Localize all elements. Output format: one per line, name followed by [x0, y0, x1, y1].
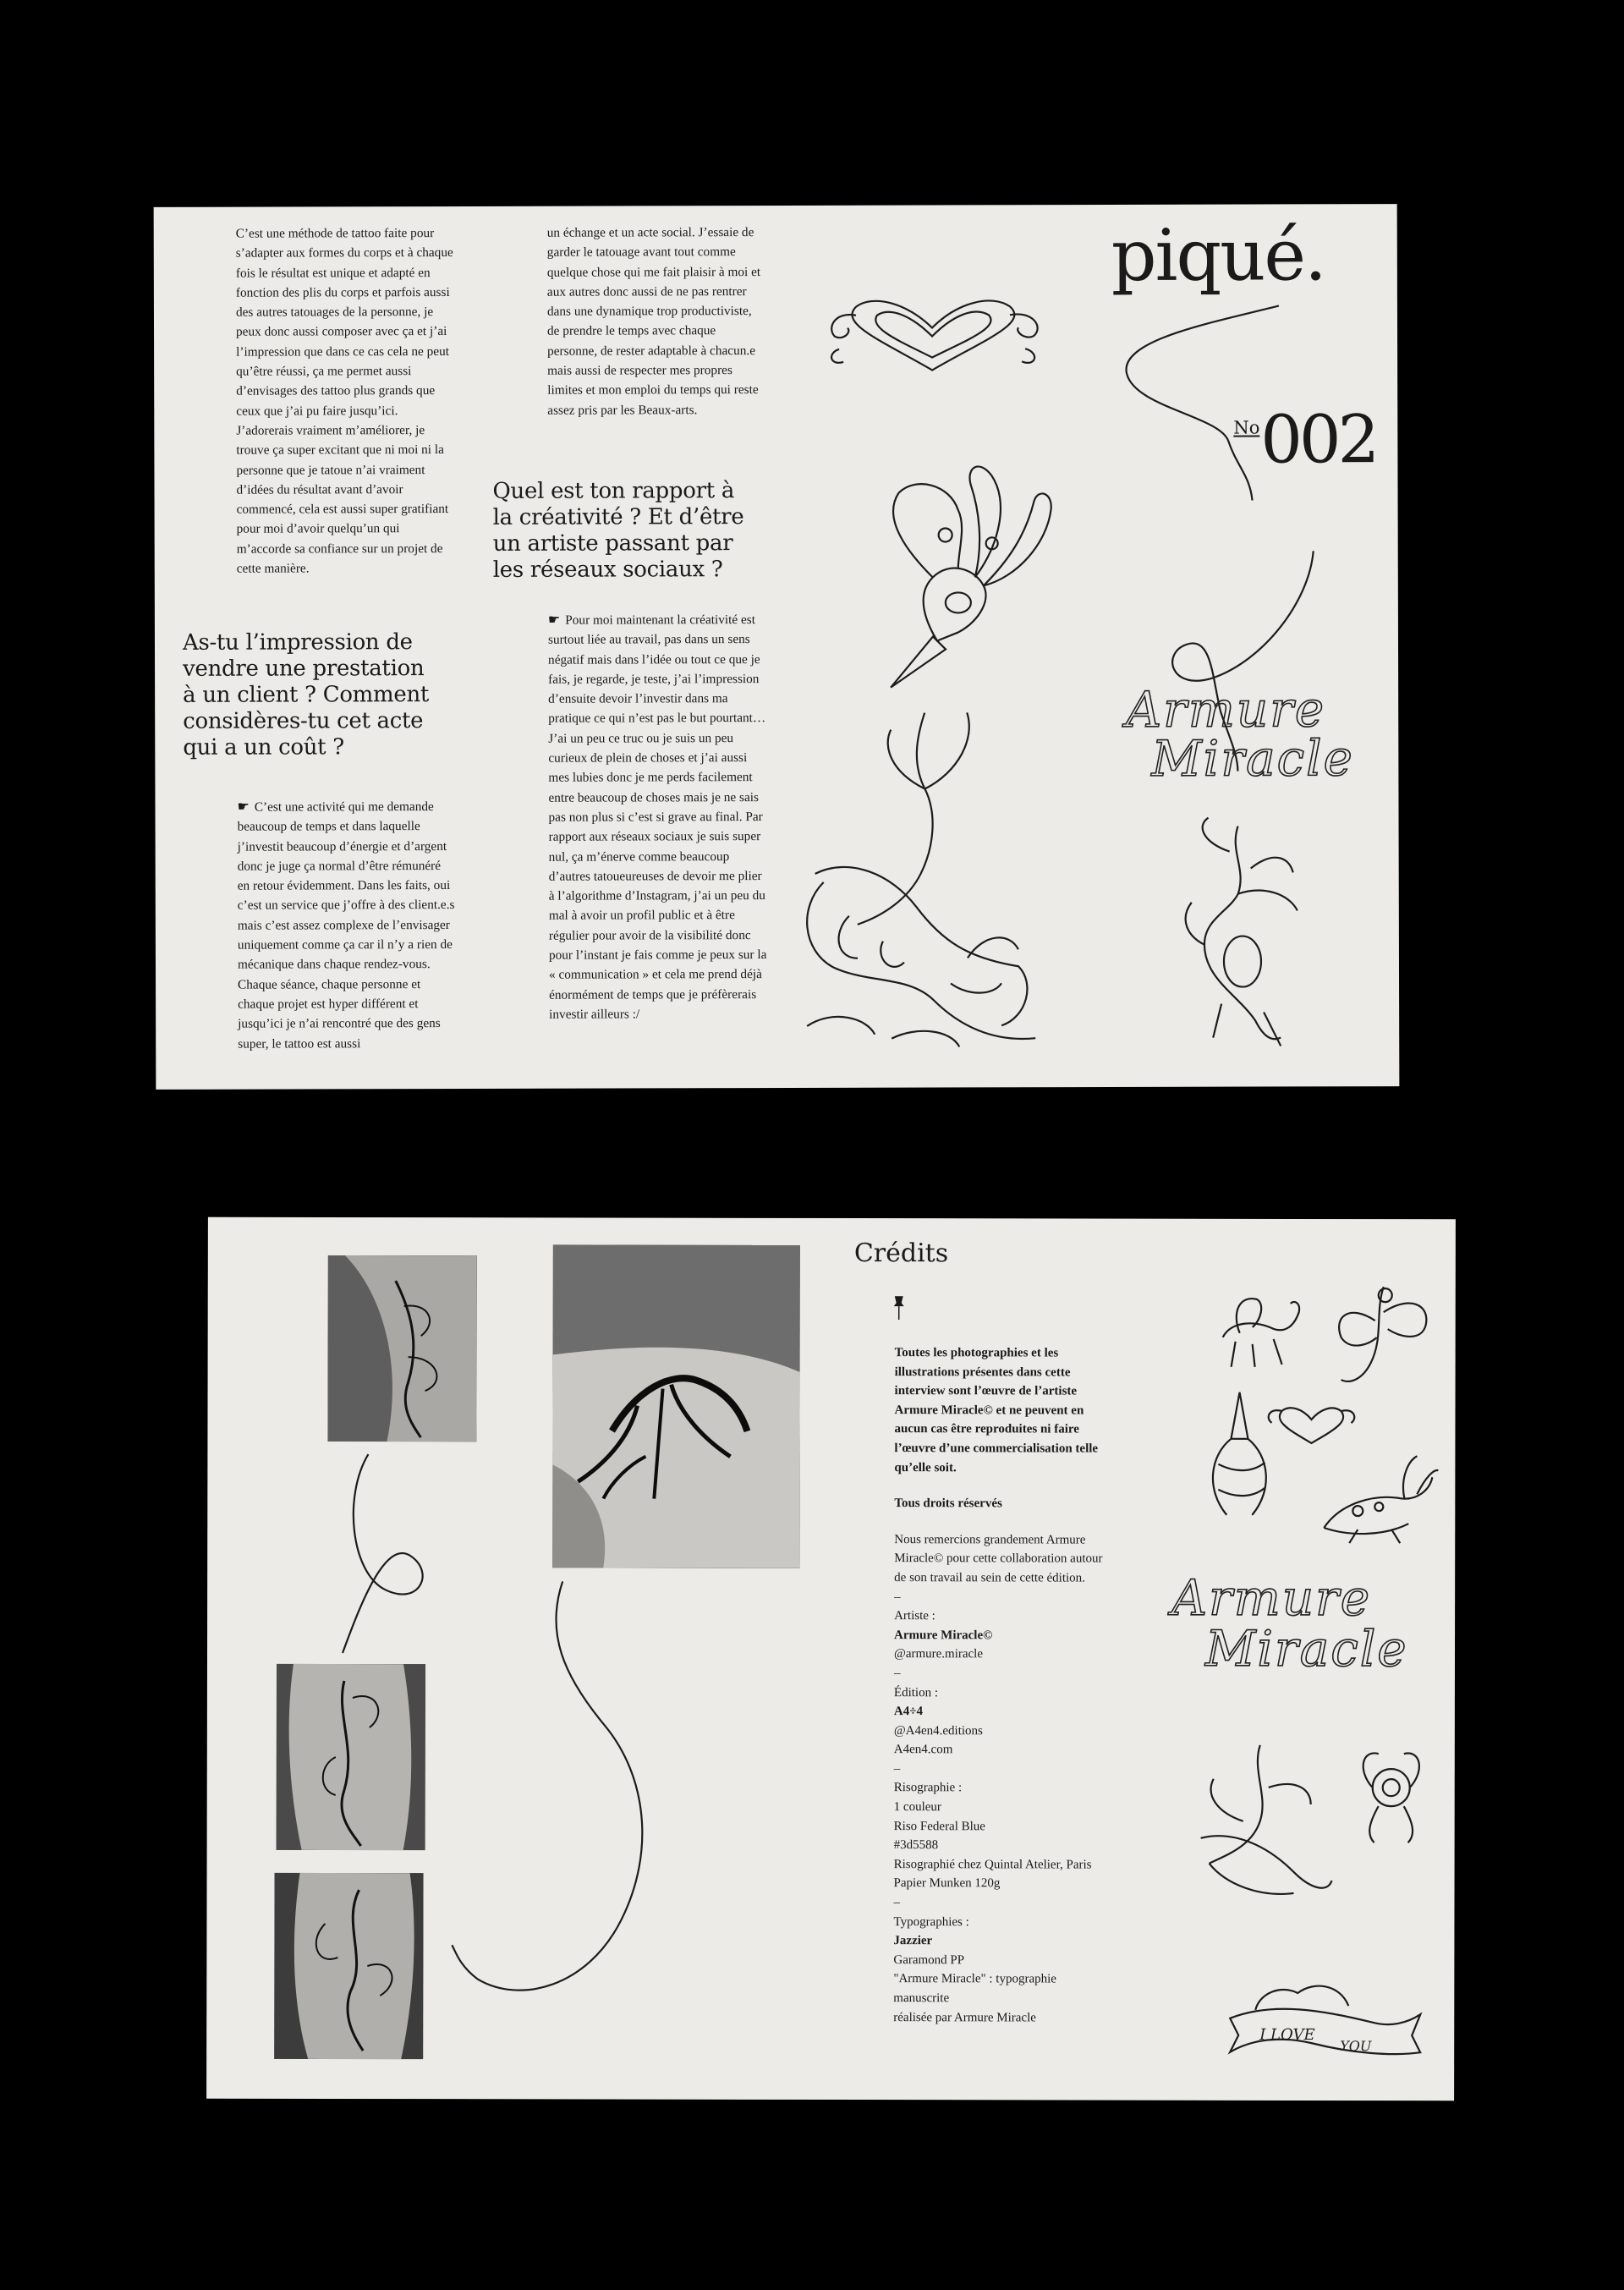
rabbit-drawing: [1307, 1452, 1442, 1545]
creature-rider-drawing: [1192, 1737, 1336, 1906]
decorative-loop-line: [334, 1446, 453, 1657]
edition-site: A4en4.com: [893, 1743, 953, 1757]
question-1-heading: As-tu l’impression de vendre une prestation à un client ? Comment considères-tu cet acte qui a un coût ?: [182, 629, 430, 761]
riso-line: Risographié chez Quintal Atelier, Paris: [893, 1857, 1092, 1872]
answer-2-text: ☛ Pour moi maintenant la créativité est surtout liée au travail, pas dans un sens négatif mais dans l’idée ou tout ce que je fais, je regarde, je teste, j’ai l’impression d’ensuite devoir l’investir dans ma pratique ce qui n’est pas le but pourtant… J’ai un peu ce truc ou je suis un peu curieux de plein de choses et j’ai aussi mes lubies donc je me perds facilement entre beaucoup de choses mais je ne sais pas non plus si c’est si grave au final. Par rapport aux réseaux sociaux je suis super nul, ça m’énerve comme beaucoup d’autres tatoueureuses de devoir me plier à l’algorithme d’Instagram, j’ai un peu du mal à avoir un profil public et à être régulier pour avoir de la visibilité donc pour l’instant je fais comme je peux sur la « communication » et cela me prend déjà énormément de temps que je préfèrerais investir ailleurs :/: [547, 612, 767, 1022]
small-heart-drawing: [1265, 1401, 1358, 1452]
credits-block: [893, 1343, 1114, 2028]
armure-miracle-logo: Armure Miracle: [1171, 1568, 1408, 1678]
brand-title: piqué.: [1111, 213, 1325, 297]
credits-title: Crédits: [853, 1238, 949, 1269]
decorative-s-curve: [443, 1581, 664, 2021]
riso-line: #3d5588: [893, 1838, 939, 1853]
riso-line: Riso Federal Blue: [893, 1819, 985, 1833]
artist-handle: @armure.miracle: [893, 1647, 984, 1661]
love-banner-drawing: [1221, 1976, 1424, 2078]
thanks-text: Nous remercions grandement Armure Miracle© pour cette collaboration autour de son travail au sein de cette édition.: [894, 1532, 1103, 1585]
edition-name: A4÷4: [893, 1705, 923, 1719]
artist-name: Armure Miracle©: [894, 1628, 993, 1643]
separator: –: [893, 1667, 901, 1681]
type-name: Jazzier: [893, 1934, 933, 1948]
separator: –: [893, 1762, 901, 1777]
type-line: "Armure Miracle" : typographie manuscrite: [893, 1972, 1056, 2006]
answer-1-text: ☛ C’est une activité qui me demande beaucoup de temps et dans laquelle j’investit beaucoup d’énergie et d’argent donc je juge ça normal d’être rémunéré en retour évidemment. Dans les faits, oui c’est un service que j’offre à des client.e.s mais c’est assez complexe de l’envisager uniquement comme ça car il n’y a rien de mécanique dans chaque rendez-vous. Chaque séance, chaque personne et chaque projet est hyper différent et jusqu’ici je n’ai rencontré que des gens super, le tattoo est aussi: [237, 799, 455, 1052]
tattoo-photo-leg: [274, 1873, 423, 2059]
rights-reserved: Tous droits réservés: [894, 1496, 1002, 1511]
pointing-hand-icon: ☛: [237, 799, 250, 815]
flower-bow-drawing: [1345, 1737, 1438, 1847]
copyright-statement: Toutes les photographies et les illustrations présentes dans cette interview sont l’œuvre de l’artiste Armure Miracle© et ne peuvent en aucun cas être reproduites ni faire l’œuvre d’une commercialisation telle qu’elle soit.: [894, 1346, 1099, 1474]
tattoo-photo-calf: [277, 1664, 425, 1850]
issue-label: No: [1233, 417, 1260, 438]
rider-creature-drawing: [798, 704, 1052, 1052]
svg-text:I LOVE: I LOVE: [1259, 2025, 1315, 2044]
fairy-drawing: [1325, 1278, 1435, 1388]
column-2-text: un échange et un acte social. J’essaie de garder le tatouage avant tout comme quelque chose qui me fait plaisir à moi et aux autres donc aussi de ne pas rentrer dans une dynamique trop productiviste, de prendre le temps avec chaque personne, de rester adaptable à chacun.e mais aussi de respecter mes propres limites et mon emploi du temps qui reste assez pris par les Beaux-arts.: [546, 225, 761, 418]
svg-text:YOU: YOU: [1340, 2038, 1372, 2055]
edition-handle: @A4en4.editions: [893, 1723, 983, 1738]
pushpin-icon: [893, 1296, 905, 1320]
spread-interview: [154, 204, 1400, 1090]
spread-credits: [206, 1217, 1456, 2101]
pointing-hand-icon: ☛: [547, 612, 561, 628]
type-line: réalisée par Armure Miracle: [893, 2010, 1036, 2025]
riso-label: Risographie :: [893, 1781, 963, 1795]
seahorse-creature-drawing: [1179, 817, 1315, 1046]
heart-flash-drawing: [822, 289, 1046, 383]
separator: –: [893, 1896, 901, 1910]
dagger-wing-drawing: [864, 442, 1060, 696]
tattoo-photo-forearm: [327, 1255, 476, 1442]
question-2-heading: Quel est ton rapport à la créativité ? Et d’être un artiste passant par les réseaux sociaux ?: [492, 478, 744, 583]
armure-miracle-logo: Armure Miracle: [1126, 680, 1355, 788]
type-line: Garamond PP: [893, 1952, 965, 1968]
issue-number: 002: [1260, 402, 1377, 479]
riso-line: Papier Munken 120g: [893, 1876, 1001, 1891]
tattoo-photo-thigh: [552, 1244, 800, 1568]
winged-horse-drawing: [1215, 1287, 1308, 1371]
riso-line: 1 couleur: [893, 1800, 941, 1815]
column-1-text: C’est une méthode de tattoo faite pour s’adapter aux formes du corps et à chaque fois le résultat est unique et adapté en fonction des plis du corps et parfois aussi des autres tatouages de la personne, je peux donc aussi composer avec ça et j’ai l’impression que dans ce cas cela ne peut qu’être réussi, ça me permet aussi d’envisages des tattoo plus grands que ceux que j’ai pu faire jusqu’ici. J’adorerais vraiment m’améliorer, je trouve ça super excitant que ni moi ni la personne que je tatoue n’ai vraiment d’idées du résultat avant d’avoir commencé, cela est aussi super gratifiant pour moi d’avoir quelqu’un qui m’accorde sa confiance sur un projet de cette manière.: [235, 226, 453, 576]
separator: –: [894, 1590, 901, 1604]
edition-label: Édition :: [893, 1685, 939, 1700]
artist-label: Artiste :: [894, 1609, 935, 1623]
type-label: Typographies :: [893, 1914, 969, 1929]
